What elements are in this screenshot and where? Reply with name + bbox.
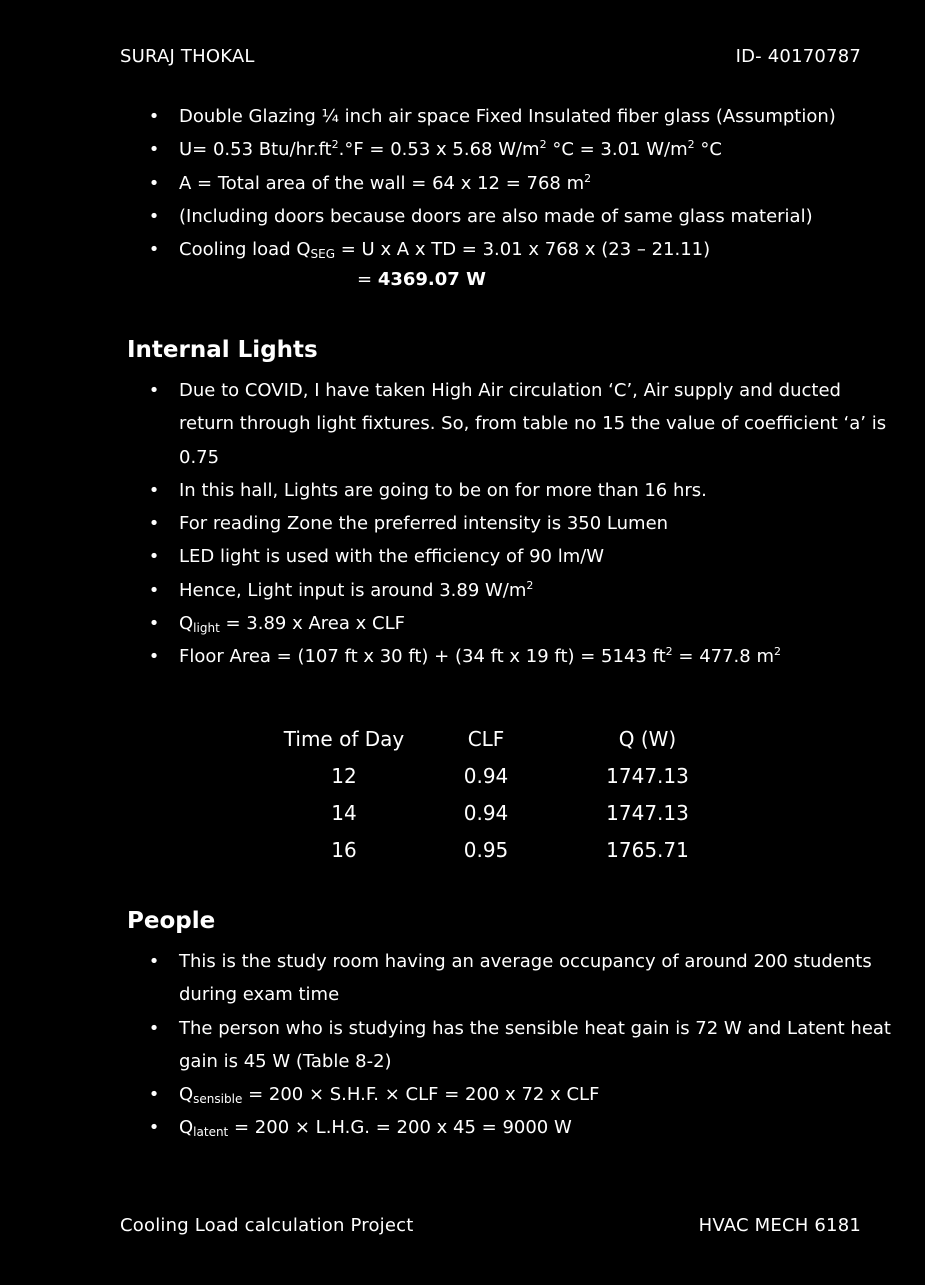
people-list (147, 945, 897, 1145)
text-run: = 3.89 x Area x CLF (219, 613, 405, 635)
header-student-id: ID- 40170787 (735, 46, 861, 67)
superscript: 2 (331, 138, 339, 152)
superscript: 2 (584, 171, 592, 185)
column-header-time: Time of Day (283, 726, 405, 751)
text-run: = 200 × L.H.G. = 200 x 45 = 9000 W (228, 1117, 572, 1139)
bullet-icon: • (148, 951, 160, 972)
list-item (147, 374, 897, 474)
list-item (147, 1078, 897, 1111)
list-item-text (179, 513, 668, 534)
table-cell: 1747.13 (606, 763, 689, 788)
table-cell: 16 (331, 837, 357, 862)
superscript: 2 (526, 578, 534, 592)
list-item-text (179, 580, 533, 601)
list-item (147, 540, 897, 573)
clf-table (262, 720, 749, 868)
bullet-icon: • (148, 139, 160, 161)
list-item-text (179, 173, 591, 194)
footer-project: Cooling Load calculation Project (120, 1215, 414, 1236)
list-item (147, 945, 897, 1012)
list-item-text (179, 1084, 599, 1105)
section-heading-people: People (127, 908, 216, 934)
list-item-text (179, 480, 707, 501)
text-run: For reading Zone the preferred intensity is 350 Lumen (179, 513, 669, 535)
bullet-icon: • (148, 172, 160, 194)
superscript: 2 (687, 138, 695, 152)
footer-course: HVAC MECH 6181 (698, 1215, 861, 1236)
bullet-icon: • (148, 205, 160, 227)
text-run: = 200 × S.H.F. × CLF = 200 x 72 x CLF (242, 1084, 600, 1106)
table-cell: 1765.71 (606, 837, 689, 862)
table-cell: 12 (331, 763, 357, 788)
bullet-icon: • (148, 239, 160, 261)
list-item (147, 474, 897, 507)
bullet-icon: • (148, 1017, 160, 1039)
text-run: The person who is studying has the sensible heat gain is 72 W and Latent heat gain is 45 W (Table 8-2) (179, 1017, 891, 1072)
column-header-q: Q (W) (618, 726, 677, 751)
bullet-icon: • (148, 613, 160, 635)
text-run: °C (694, 139, 722, 161)
bullet-icon: • (148, 513, 160, 535)
list-item (147, 607, 897, 640)
list-item (147, 507, 897, 540)
list-item-text (179, 613, 405, 634)
text-run: Q (179, 1084, 194, 1106)
subscript: latent (193, 1125, 229, 1140)
table-row (262, 831, 749, 868)
list-item-text (179, 546, 604, 567)
list-item (147, 1012, 897, 1079)
bullet-icon: • (148, 106, 160, 127)
result-value: 4369.07 W (377, 269, 486, 290)
table-cell: 0.94 (463, 763, 509, 788)
list-item (147, 133, 897, 166)
result-prefix: = (357, 269, 378, 290)
header-author: SURAJ THOKAL (120, 46, 255, 67)
text-run: °C = 3.01 W/m (546, 139, 688, 161)
subscript: sensible (193, 1092, 243, 1107)
list-item-text (179, 951, 872, 1005)
column-header-clf: CLF (467, 726, 505, 751)
table-cell: 14 (331, 800, 357, 825)
subscript: SEG (310, 247, 336, 262)
list-item-text (179, 239, 710, 260)
superscript: 2 (773, 645, 781, 659)
section-heading-internal-lights: Internal Lights (127, 337, 318, 363)
subscript: light (193, 621, 220, 636)
list-item-text (179, 1018, 891, 1072)
list-item (147, 1111, 897, 1144)
list-item (147, 167, 897, 200)
list-item (147, 200, 897, 233)
table-header-row (262, 720, 749, 757)
list-item (147, 100, 897, 133)
table-row (262, 794, 749, 831)
cooling-load-result (357, 269, 486, 290)
text-run: Q (179, 613, 194, 635)
table-row (262, 757, 749, 794)
list-item-text (179, 646, 781, 667)
list-item (147, 574, 897, 607)
text-run: .°F = 0.53 x 5.68 W/m (338, 139, 540, 161)
text-run: This is the study room having an average occupancy of around 200 students during exam time (179, 951, 872, 1006)
text-run: = U x A x TD = 3.01 x 768 x (23 – 21.11) (335, 239, 711, 261)
list-item (147, 640, 897, 673)
glazing-list (147, 100, 897, 266)
superscript: 2 (665, 645, 673, 659)
list-item-text (179, 106, 836, 127)
text-run: Q (179, 1117, 194, 1139)
list-item-text (179, 1117, 572, 1138)
bullet-icon: • (148, 579, 160, 601)
list-item-text (179, 139, 722, 160)
text-run: (Including doors because doors are also made of same glass material) (179, 205, 813, 227)
text-run: Floor Area = (107 ft x 30 ft) + (34 ft x 19 ft) = 5143 ft (179, 646, 666, 668)
bullet-icon: • (148, 646, 160, 668)
list-item (147, 233, 897, 266)
list-item-text (179, 380, 886, 468)
text-run: Cooling load Q (179, 239, 311, 261)
text-run: A = Total area of the wall = 64 x 12 = 768 m (179, 172, 585, 194)
text-run: LED light is used with the efficiency of 90 lm/W (179, 546, 605, 568)
bullet-icon: • (148, 546, 160, 568)
text-run: U= 0.53 Btu/hr.ft (179, 139, 332, 161)
table-cell: 0.95 (463, 837, 509, 862)
bullet-icon: • (148, 1084, 160, 1106)
list-item-text (179, 206, 813, 227)
text-run: Double Glazing ¼ inch air space Fixed Insulated fiber glass (Assumption) (179, 106, 836, 127)
superscript: 2 (539, 138, 547, 152)
bullet-icon: • (148, 479, 160, 501)
text-run: Due to COVID, I have taken High Air circulation ‘C’, Air supply and ducted return through light fixtures. So, from table no 15 the value of coefficient ‘a’ is 0.75 (179, 380, 887, 468)
text-run: In this hall, Lights are going to be on for more than 16 hrs. (179, 479, 707, 501)
text-run: Hence, Light input is around 3.89 W/m (179, 579, 527, 601)
bullet-icon: • (148, 380, 160, 401)
text-run: = 477.8 m (672, 646, 774, 668)
table-cell: 0.94 (463, 800, 509, 825)
table-cell: 1747.13 (606, 800, 689, 825)
bullet-icon: • (148, 1117, 160, 1139)
lights-list (147, 374, 897, 674)
